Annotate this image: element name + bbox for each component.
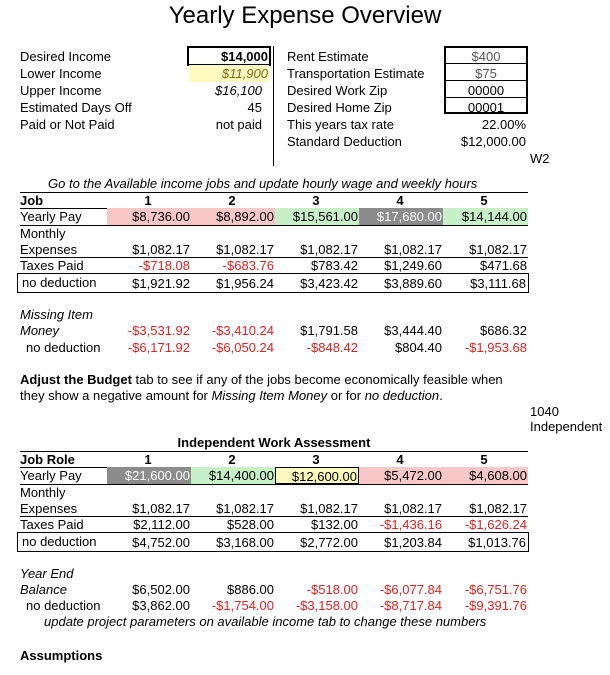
w2-monthly-label: Monthly <box>20 226 66 241</box>
assumptions-heading: Assumptions <box>20 648 103 663</box>
indep-col-1: 1 <box>144 452 152 467</box>
indep-expenses-3: $1,082.17 <box>300 501 358 516</box>
adjust-italic-2: no deduction <box>364 388 440 403</box>
home-zip-input[interactable]: 00001 <box>467 100 505 115</box>
work-zip-label: Desired Work Zip <box>287 83 388 98</box>
w2-taxes-3: $783.42 <box>311 258 358 273</box>
indep-header-label: Job Role <box>20 452 75 467</box>
std-deduction-value: $12,000.00 <box>460 134 526 149</box>
missing-label-1: Missing Item <box>20 307 93 322</box>
w2-yearly-2: $8,892.00 <box>191 208 275 225</box>
page-title: Yearly Expense Overview <box>168 2 442 29</box>
indep-taxes-label: Taxes Paid <box>20 517 84 532</box>
w2-nodeduction-3: $3,423.42 <box>300 276 358 291</box>
w2-col-1: 1 <box>144 193 152 208</box>
adjust-text-4: . <box>439 388 443 403</box>
w2-note: Go to the Available income jobs and update hourly wage and weekly hours <box>48 176 478 191</box>
w2-taxes-2: -$683.76 <box>222 258 274 273</box>
w2-nodeduction-4: $3,889.60 <box>384 276 442 291</box>
std-deduction-label: Standard Deduction <box>287 134 402 149</box>
indep-taxes-4: -$1,436.16 <box>379 517 442 532</box>
w2-nodeduction-2: $1,956.24 <box>216 276 274 291</box>
missing-nd-4: $804.40 <box>395 340 442 355</box>
w2-taxes-4: $1,249.60 <box>384 258 442 273</box>
yearend-2: $886.00 <box>227 582 274 597</box>
yearend-4: -$6,077.84 <box>379 582 442 597</box>
missing-2: -$3,410.24 <box>211 323 274 338</box>
indep-yearly-label: Yearly Pay <box>20 468 82 483</box>
w2-expenses-5: $1,082.17 <box>469 242 527 257</box>
indep-note: update project parameters on available income tab to change these numbers <box>44 614 487 629</box>
label-1040: 1040 <box>530 404 559 419</box>
adjust-line-1 <box>20 372 503 387</box>
yearend-nd-2: -$1,754.00 <box>211 598 274 613</box>
indep-expenses-4: $1,082.17 <box>384 501 442 516</box>
indep-taxes-3: $132.00 <box>311 517 358 532</box>
upper-income-label: Upper Income <box>20 83 102 98</box>
lower-income-label: Lower Income <box>20 66 102 81</box>
w2-col-2: 2 <box>228 193 236 208</box>
indep-yearly-3: $12,600.00 <box>275 467 359 484</box>
indep-taxes-5: -$1,626.24 <box>464 517 527 532</box>
missing-3: $1,791.58 <box>300 323 358 338</box>
indep-nodeduction-3: $2,772.00 <box>300 535 358 550</box>
indep-col-5: 5 <box>480 452 488 467</box>
adjust-italic-1: Missing Item Money <box>211 388 328 403</box>
missing-nd-3: -$848.42 <box>306 340 358 355</box>
w2-col-5: 5 <box>480 193 488 208</box>
w2-taxes-1: -$718.08 <box>138 258 190 273</box>
indep-taxes-1: $2,112.00 <box>133 517 190 532</box>
missing-4: $3,444.40 <box>384 323 442 338</box>
w2-taxes-label: Taxes Paid <box>20 258 84 273</box>
indep-col-3: 3 <box>312 452 320 467</box>
transport-input[interactable]: $75 <box>475 66 497 81</box>
adjust-text-2: they show a negative amount for <box>20 388 212 403</box>
w2-col-4: 4 <box>396 193 404 208</box>
indep-monthly-label: Monthly <box>20 485 66 500</box>
indep-yearly-5: $4,608.00 <box>443 467 528 484</box>
label-independent: Independent <box>530 419 603 434</box>
days-off-label: Estimated Days Off <box>20 100 132 115</box>
missing-nd-2: -$6,050.24 <box>211 340 274 355</box>
w2-col-3: 3 <box>312 193 320 208</box>
w2-expenses-4: $1,082.17 <box>384 242 442 257</box>
w2-header-label: Job <box>20 193 44 208</box>
missing-nd-1: -$6,171.92 <box>127 340 190 355</box>
indep-col-2: 2 <box>228 452 236 467</box>
w2-expenses-label: Expenses <box>20 242 78 257</box>
desired-income-input[interactable]: $14,000 <box>221 49 268 64</box>
w2-yearly-1: $8,736.00 <box>107 208 191 225</box>
yearend-5: -$6,751.76 <box>464 582 527 597</box>
yearend-3: -$518.00 <box>306 582 358 597</box>
yearend-1: $6,502.00 <box>132 582 190 597</box>
missing-nd-label: no deduction <box>26 340 101 355</box>
indep-col-4: 4 <box>396 452 404 467</box>
indep-expenses-5: $1,082.17 <box>469 501 527 516</box>
indep-yearly-4: $5,472.00 <box>359 467 443 484</box>
rent-label: Rent Estimate <box>287 49 369 64</box>
adjust-line-2 <box>20 388 443 403</box>
adjust-budget-link[interactable]: Adjust the Budget <box>20 372 132 387</box>
w2-expenses-1: $1,082.17 <box>132 242 190 257</box>
yearend-nd-5: -$9,391.76 <box>464 598 527 613</box>
w2-yearly-4: $17,680.00 <box>359 208 443 225</box>
missing-5: $686.32 <box>480 323 527 338</box>
w2-nodeduction-label: no deduction <box>22 275 97 290</box>
missing-1: -$3,531.92 <box>127 323 190 338</box>
w2-nodeduction-1: $1,921.92 <box>132 276 190 291</box>
adjust-text-3: or for <box>327 388 365 403</box>
home-zip-label: Desired Home Zip <box>287 100 392 115</box>
transport-label: Transportation Estimate <box>287 66 425 81</box>
w2-label: W2 <box>530 151 550 166</box>
indep-yearly-1: $21,600.00 <box>107 467 191 484</box>
yearend-nd-3: -$3,158.00 <box>295 598 358 613</box>
indep-taxes-2: $528.00 <box>227 517 274 532</box>
w2-expenses-3: $1,082.17 <box>300 242 358 257</box>
days-off-value[interactable]: 45 <box>247 100 262 115</box>
rent-input[interactable]: $400 <box>471 49 501 64</box>
indep-expenses-1: $1,082.17 <box>132 501 190 516</box>
w2-expenses-2: $1,082.17 <box>216 242 274 257</box>
w2-taxes-5: $471.68 <box>480 258 527 273</box>
indep-nodeduction-5: $1,013.76 <box>468 535 526 550</box>
yearend-nd-4: -$8,717.84 <box>379 598 442 613</box>
indep-nodeduction-2: $3,168.00 <box>216 535 274 550</box>
yearend-nd-label: no deduction <box>26 598 101 613</box>
work-zip-input[interactable]: 00000 <box>467 83 505 98</box>
w2-nodeduction-5: $3,111.68 <box>470 276 526 291</box>
paid-value[interactable]: not paid <box>215 117 262 132</box>
w2-yearly-3: $15,561.00 <box>275 208 359 225</box>
tax-rate-value: 22.00% <box>481 117 526 132</box>
missing-label-2: Money <box>20 323 60 338</box>
indep-expenses-2: $1,082.17 <box>216 501 274 516</box>
w2-yearly-5: $14,144.00 <box>443 208 528 225</box>
indep-nodeduction-4: $1,203.84 <box>384 535 442 550</box>
indep-title: Independent Work Assessment <box>177 435 371 450</box>
upper-income-value: $16,100 <box>215 83 262 98</box>
yearend-label-2: Balance <box>20 582 67 597</box>
indep-nodeduction-label: no deduction <box>22 534 97 549</box>
indep-yearly-2: $14,400.00 <box>191 467 275 484</box>
indep-expenses-label: Expenses <box>20 501 78 516</box>
tax-rate-label: This years tax rate <box>287 117 394 132</box>
missing-nd-5: -$1,953.68 <box>464 340 527 355</box>
yearend-label-1: Year End <box>20 566 74 581</box>
w2-yearly-label: Yearly Pay <box>20 209 82 224</box>
adjust-text-1: tab to see if any of the jobs become economically feasible when <box>131 372 503 387</box>
lower-income-value: $11,900 <box>189 65 269 82</box>
yearend-nd-1: $3,862.00 <box>132 598 190 613</box>
paid-label: Paid or Not Paid <box>20 117 115 132</box>
indep-nodeduction-1: $4,752.00 <box>132 535 190 550</box>
desired-income-label: Desired Income <box>20 49 112 64</box>
